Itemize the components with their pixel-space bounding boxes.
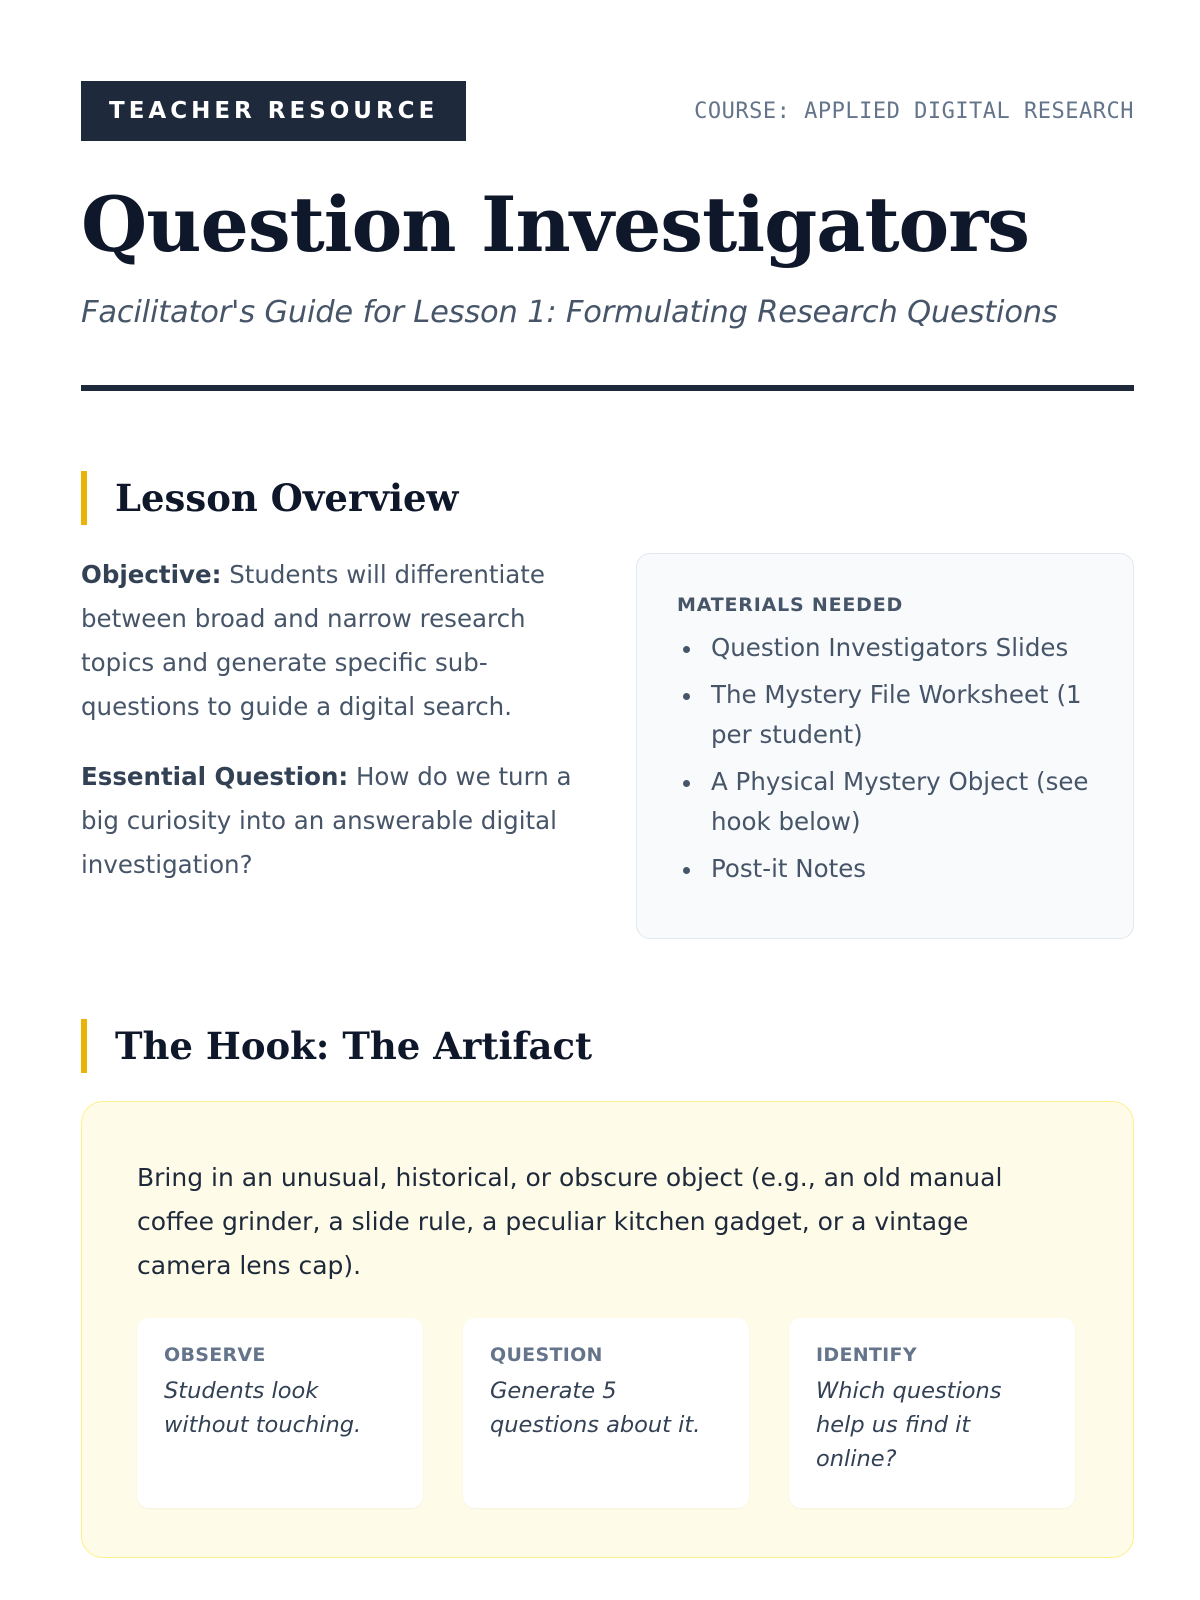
lesson-overview-section xyxy=(81,553,1134,939)
overview-text xyxy=(81,553,581,939)
card-text: Generate 5 questions about it. xyxy=(490,1377,701,1438)
list-item: Question Investigators Slides xyxy=(677,628,1093,668)
card-label: OBSERVE xyxy=(164,1343,266,1366)
card-text: Which questions help us find it online? xyxy=(816,1377,1002,1472)
materials-list xyxy=(677,628,1093,889)
hook-box xyxy=(81,1101,1134,1558)
materials-box xyxy=(636,553,1134,939)
course-label: COURSE: APPLIED DIGITAL RESEARCH xyxy=(694,98,1134,124)
page-subtitle: Facilitator's Guide for Lesson 1: Formulating Research Questions xyxy=(81,294,1058,330)
list-item: Post-it Notes xyxy=(677,849,1093,889)
observe-card xyxy=(137,1318,423,1508)
question-card xyxy=(463,1318,749,1508)
list-item: A Physical Mystery Object (see hook below) xyxy=(677,762,1093,842)
essential-question-text: How do we turn a big curiosity into an answerable digital investigation? xyxy=(81,761,572,879)
list-item: The Mystery File Worksheet (1 per student) xyxy=(677,675,1093,755)
hook-cards xyxy=(137,1318,1078,1508)
objective-paragraph xyxy=(81,553,581,729)
page-title: Question Investigators xyxy=(81,180,1030,269)
title-divider xyxy=(81,385,1134,391)
objective-text: Students will differentiate between broad and narrow research topics and generate specific sub-questions to guide a digital search. xyxy=(81,559,545,721)
card-label: QUESTION xyxy=(490,1343,603,1366)
header-row xyxy=(81,81,1134,141)
identify-card xyxy=(789,1318,1075,1508)
essential-question-label: Essential Question: xyxy=(81,761,349,791)
teacher-resource-tag: TEACHER RESOURCE xyxy=(81,81,466,141)
card-text: Students look without touching. xyxy=(164,1377,362,1438)
materials-title: MATERIALS NEEDED xyxy=(677,593,904,616)
facilitator-guide-page xyxy=(81,81,1134,1558)
essential-question-paragraph xyxy=(81,755,581,887)
card-label: IDENTIFY xyxy=(816,1343,917,1366)
lesson-overview-heading: Lesson Overview xyxy=(81,471,1134,525)
hook-text: Bring in an unusual, historical, or obscure object (e.g., an old manual coffee grinder, a slide rule, a peculiar kitchen gadget, or a vintage camera lens cap). xyxy=(137,1162,1003,1280)
hook-heading: The Hook: The Artifact xyxy=(81,1019,1134,1073)
objective-label: Objective: xyxy=(81,559,222,589)
